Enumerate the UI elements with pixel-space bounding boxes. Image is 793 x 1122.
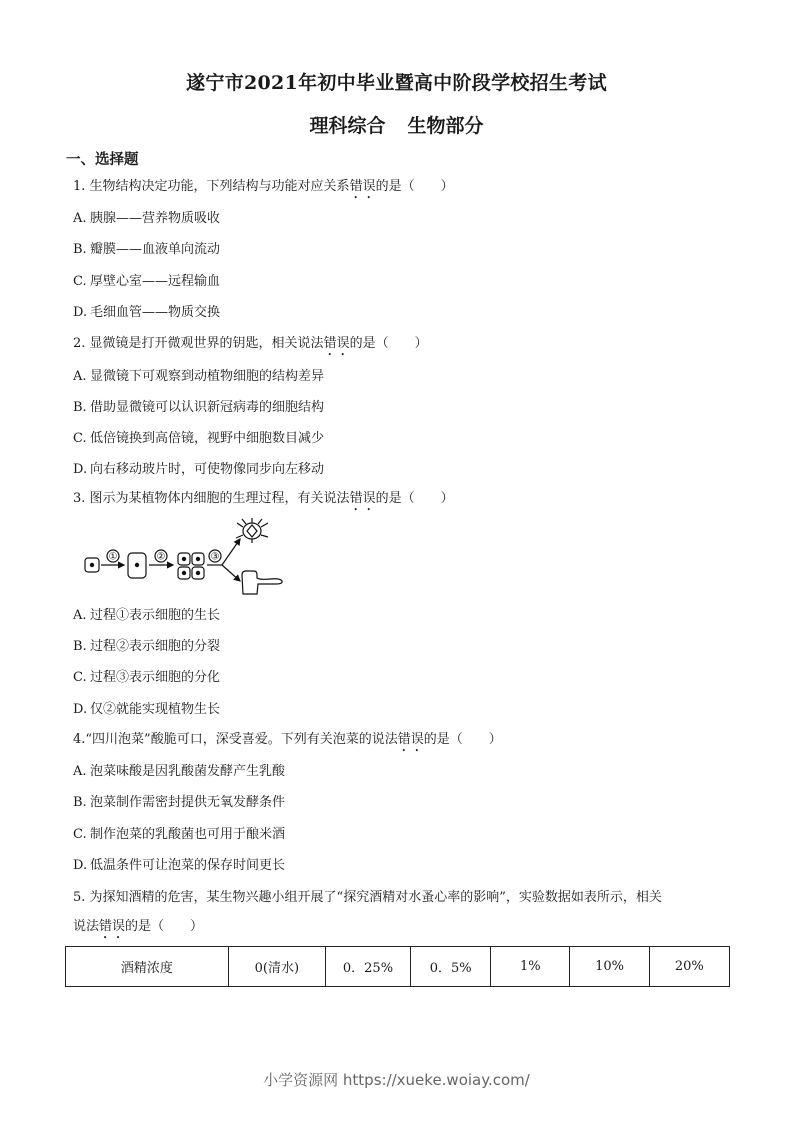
option-label: B. (73, 639, 87, 654)
option-text: 毛细血管——物质交换 (90, 305, 221, 320)
option-text: 泡菜味酸是因乳酸菌发酵产生乳酸 (90, 764, 286, 779)
alcohol-concentration-table (65, 946, 730, 987)
option-label: C. (73, 274, 87, 289)
question-2-option-c (73, 430, 324, 448)
step-label-3: ③ (210, 551, 220, 563)
question-4-option-b (73, 794, 285, 812)
question-2-stem (73, 335, 428, 359)
stem-text: 的是（ (125, 919, 165, 934)
option-text: 低温条件可让泡菜的保存时间更长 (90, 858, 286, 873)
question-1-option-b (73, 241, 220, 259)
stem-text: ） (440, 179, 454, 194)
section-heading: 一、选择题 (66, 151, 139, 168)
option-label: C. (73, 670, 87, 685)
step-label-1: ① (108, 551, 118, 563)
option-text: 低倍镜换到高倍镜，视野中细胞数目减少 (90, 431, 325, 446)
table-cell: 1% (491, 947, 570, 987)
question-3-option-d (73, 701, 220, 719)
question-1-option-a (73, 210, 220, 228)
question-4-option-a (73, 763, 285, 781)
option-text: 过程①表示细胞的生长 (90, 608, 221, 623)
stem-text: ） (414, 336, 428, 351)
question-number: 3. (73, 491, 86, 506)
emphasis-text: 错误 (349, 179, 376, 194)
cell-process-diagram (82, 517, 287, 595)
stem-text: 的是（ (375, 179, 415, 194)
question-3-option-a (73, 607, 220, 625)
stem-text: 的是（ (423, 732, 463, 747)
stem-text: ） (440, 491, 454, 506)
stem-text: 说法 (73, 919, 100, 934)
question-number: 1. (73, 179, 86, 194)
question-3-option-c (73, 669, 220, 687)
stem-text: 图示为某植物体内细胞的生理过程，有关说法 (89, 491, 350, 506)
option-label: C. (73, 827, 87, 842)
question-1-option-c (73, 273, 220, 291)
option-label: B. (73, 795, 87, 810)
stem-text: ） (190, 919, 204, 934)
question-4-option-c (73, 826, 285, 844)
footer-watermark: 小学资源网 https://xueke.woiay.com/ (263, 1071, 530, 1089)
table-cell: 0(清水) (228, 947, 325, 987)
exam-title: 遂宁市2021年初中毕业暨高中阶段学校招生考试 (186, 72, 607, 94)
option-text: 过程②表示细胞的分裂 (90, 639, 221, 654)
table-cell: 0．5% (411, 947, 491, 987)
subject-label: 理科综合 (309, 115, 386, 137)
question-3-option-b (73, 638, 220, 656)
question-number: 5. (73, 890, 86, 905)
stem-text: 显微镜是打开微观世界的钥匙，相关说法 (89, 336, 324, 351)
option-label: A. (73, 764, 87, 779)
question-5-stem-line-1 (73, 889, 662, 907)
question-4-stem (73, 731, 502, 755)
option-label: D. (73, 305, 88, 320)
question-3-stem (73, 490, 454, 514)
cell-diagram-svg (82, 517, 287, 595)
option-label: D. (73, 702, 88, 717)
option-text: 借助显微镜可以认识新冠病毒的细胞结构 (90, 400, 325, 415)
emphasis-text: 错误 (323, 336, 350, 351)
option-label: D. (73, 462, 88, 477)
option-text: 泡菜制作需密封提供无氧发酵条件 (90, 795, 286, 810)
table-cell: 0．25% (325, 947, 410, 987)
option-text: 仅②就能实现植物生长 (90, 702, 221, 717)
emphasis-text: 错误 (349, 491, 376, 506)
option-label: A. (73, 211, 87, 226)
option-label: A. (73, 369, 87, 384)
step-label-2: ② (156, 551, 166, 563)
question-4-option-d (73, 857, 285, 875)
stem-text: ） (488, 732, 502, 747)
table-cell: 20% (649, 947, 729, 987)
table-row (66, 947, 730, 987)
question-5-stem-line-2 (73, 918, 203, 942)
stem-text: 的是（ (349, 336, 389, 351)
option-text: 厚壁心室——远程输血 (90, 274, 221, 289)
option-label: A. (73, 608, 87, 623)
emphasis-text: 错误 (397, 732, 424, 747)
option-text: 制作泡菜的乳酸菌也可用于酿米酒 (90, 827, 286, 842)
option-text: 向右移动玻片时，可使物像同步向左移动 (90, 462, 325, 477)
stem-text: 为探知酒精的危害，某生物兴趣小组开展了“探究酒精对水蚤心率的影响”，实验数据如表所示，相关 (89, 890, 662, 905)
option-label: D. (73, 858, 88, 873)
option-label: B. (73, 400, 87, 415)
question-1-option-d (73, 304, 220, 322)
emphasis-text: 错误 (99, 919, 126, 934)
table-header-cell: 酒精浓度 (66, 947, 229, 987)
stem-text: 的是（ (375, 491, 415, 506)
question-number: 4. (73, 732, 86, 747)
question-number: 2. (73, 336, 86, 351)
exam-subtitle (0, 111, 793, 138)
option-text: 显微镜下可观察到动植物细胞的结构差异 (90, 369, 325, 384)
table-cell: 10% (570, 947, 649, 987)
section-label: 生物部分 (407, 115, 484, 137)
question-2-option-b (73, 399, 324, 417)
stem-text: 生物结构决定功能，下列结构与功能对应关系 (89, 179, 350, 194)
option-text: 过程③表示细胞的分化 (90, 670, 221, 685)
option-label: B. (73, 242, 87, 257)
question-2-option-a (73, 368, 324, 386)
question-2-option-d (73, 461, 324, 479)
option-label: C. (73, 431, 87, 446)
question-1-stem (73, 178, 454, 202)
stem-text: “四川泡菜”酸脆可口，深受喜爱。下列有关泡菜的说法 (85, 732, 398, 747)
option-text: 瓣膜——血液单向流动 (90, 242, 221, 257)
option-text: 胰腺——营养物质吸收 (90, 211, 221, 226)
